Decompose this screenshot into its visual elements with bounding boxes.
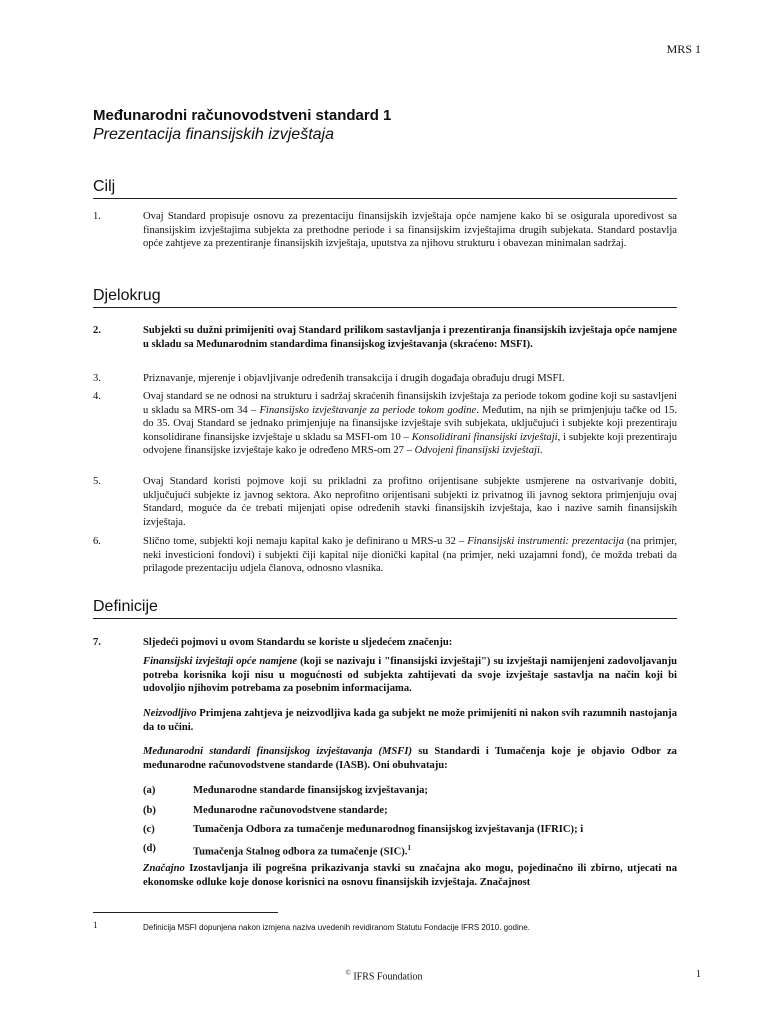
defined-term: Neizvodljivo [143,708,197,719]
defined-term: Finansijski izvještaji opće namjene [143,656,298,667]
list-item-text: Tumačenja Stalnog odbora za tumačenje (SIC).$^1$ [193,844,411,858]
referenced-standard-title: Odvojeni finansijski izvještaji [414,445,540,457]
paragraph-text: Subjekti su dužni primijeniti ovaj Standard prilikom sastavljanja i prezentiranja finansijskih izvještaja opće namjene u skladu sa Međunarodnim standardima finansijskog izvještavanja (skraćeno: MSFI). [143,325,677,350]
list-item-label: (d) [143,843,156,854]
referenced-standard-title: Finansijski instrumenti: prezentacija [467,536,625,547]
list-item-label: (c) [143,824,155,835]
paragraph-number: 7. [93,637,101,648]
list-item [143,804,677,818]
footer-copyright: © IFRS Foundation [345,969,423,983]
definition-impracticable: Neizvodljivo Primjena zahtjeva je neizvodljiva kada ga subjekt ne može primijeniti ni nakon svih razumnih nastojanja da to učini. [143,708,677,733]
list-item-text: Tumačenja Odbora za tumačenje međunarodnog finansijskog izvještavanja (IFRIC); i [193,824,584,835]
paragraph-1 [93,210,677,251]
defined-term: Međunarodni standardi finansijskog izvještavanja (MSFI) [143,746,413,757]
section-heading-cilj: Cilj [93,178,677,199]
footnote-divider [93,912,278,913]
standard-subtitle: Prezentacija finansijskih izvještaja [93,126,334,143]
standard-title: Međunarodni računovodstveni standard 1 [93,107,392,124]
list-item-text: Međunarodne standarde finansijskog izvještavanja; [193,785,428,796]
paragraph-number: 3. [93,373,101,384]
paragraph-7 [93,636,677,650]
definition-material: Značajno Izostavljanja ili pogrešna prikazivanja stavki su značajna ako mogu, pojedinačno ili zbirno, utjecati na ekonomske odluke koje donose korisnici na osnovu finansijskih izvještaja. Značajnost [143,863,677,888]
list-item-label: (b) [143,805,156,816]
paragraph-text: Ovaj Standard koristi pojmove koji su prikladni za profitno orijentisane subjekte usmjerene na ostvarivanje dobiti, uključujući subjekte iz javnog sektora. Ako neprofitno orijentisani subjekti iz privatnog ili javnog sektora primjenjuju ovaj Standard, moguće da će trebati mijenjati opise određenih stavki finansijskih izvještaja, kao i nazive samih finansijskih izvještaja. [143,476,677,528]
paragraph-text: Ovaj standard se ne odnosi na strukturu i sadržaj skraćenih finansijskih izvještaja za periode tokom godine koji su sastavljeni u skladu sa MRS-om 34 – Finansijsko izvještavanje za periode tokom godine. Međutim, na njih se primjenjuju tačke od 15. do 35. Ovaj Standard se jednako primjenjuje na finansijske izvještaje svih subjekata, uključujući i subjekte koji prezentiraju konsolidirane finansijske izvještaje u skladu sa MSFI-om 10 – Konsolidirani finansijski izvještaji, i subjekte koji prezentiraju odvojene finansijske izvještaje kako je određeno MRS-om 27 – Odvojeni finansijski izvještaji. [143,391,677,457]
paragraph-3 [93,372,677,386]
referenced-standard-title: Finansijsko izvještavanje za periode tokom godine [259,404,477,416]
paragraph-number: 1. [93,211,101,222]
list-item-label: (a) [143,785,156,796]
paragraph-number: 2. [93,325,101,336]
list-item [143,842,677,859]
referenced-standard-title: Konsolidirani finansijski izvještaji [411,431,558,443]
copyright-symbol: © [345,969,351,977]
footnote-number: 1 [93,920,98,930]
paragraph-number: 5. [93,476,101,487]
title-block [93,106,693,145]
paragraph-text: Priznavanje, mjerenje i objavljivanje određenih transakcija i drugih događaja obrađuju drugi MSFI. [143,373,565,384]
footnote-text: Definicija MSFI dopunjena nakon izmjena naziva uvedenih revidiranom Statutu Fondacije IFRS 2010. godine. [143,923,530,932]
definition-financial-statements: Finansijski izvještaji opće namjene (koji se nazivaju i "finansijski izvještaji") su izvještaji namijenjeni zadovoljavanju potreba korisnika koji nisu u mogućnosti od subjekta zahtijevati da svoje izvještaje sastavlja na način koji bi udovoljio njihovim potrebama za posebnim informacijama. [143,656,677,695]
section-heading-definicije: Definicije [93,598,677,619]
defined-term: Značajno [143,863,185,874]
document-code: MRS 1 [666,42,701,56]
paragraph-6 [93,535,677,576]
definition-ifrs: Međunarodni standardi finansijskog izvještavanja (MSFI) su Standardi i Tumačenja koje je objavio Odbor za međunarodne računovodstvene standarde (IASB). Oni obuhvataju: [143,746,677,771]
paragraph-5 [93,475,677,529]
paragraph-2 [93,324,677,351]
footnote-reference[interactable]: 1 [407,844,411,852]
section-heading-djelokrug: Djelokrug [93,287,677,308]
paragraph-text: Ovaj Standard propisuje osnovu za prezentaciju finansijskih izvještaja opće namjene kako bi se osigurala uporedivost sa finansijskim izvještajima subjekta za prethodne periode i sa finansijskim izvještajima drugih subjekata. Standard postavlja opće zahtjeve za prezentiranje finansijskih izvještaja, uputstva za njihovu strukturu i obavezan minimalan sadržaj. [143,211,677,250]
paragraph-text: Slično tome, subjekti koji nemaju kapital kako je definirano u MRS-u 32 – Finansijski instrumenti: prezentacija (na primjer, neki investicioni fondovi) i subjekti čiji kapital nije dionički kapital (na primjer, neki uzajamni fond), će možda trebati da prilagode prezentaciju udjela članova, odnosno vlasnika. [143,536,677,575]
paragraph-text: Sljedeći pojmovi u ovom Standardu se koriste u sljedećem značenju: [143,637,453,648]
list-item [143,784,677,798]
list-item [143,823,677,837]
paragraph-number: 6. [93,536,101,547]
paragraph-4 [93,390,677,458]
list-item-text: Međunarodne računovodstvene standarde; [193,805,388,816]
paragraph-number: 4. [93,391,101,402]
page-number: 1 [696,969,701,980]
